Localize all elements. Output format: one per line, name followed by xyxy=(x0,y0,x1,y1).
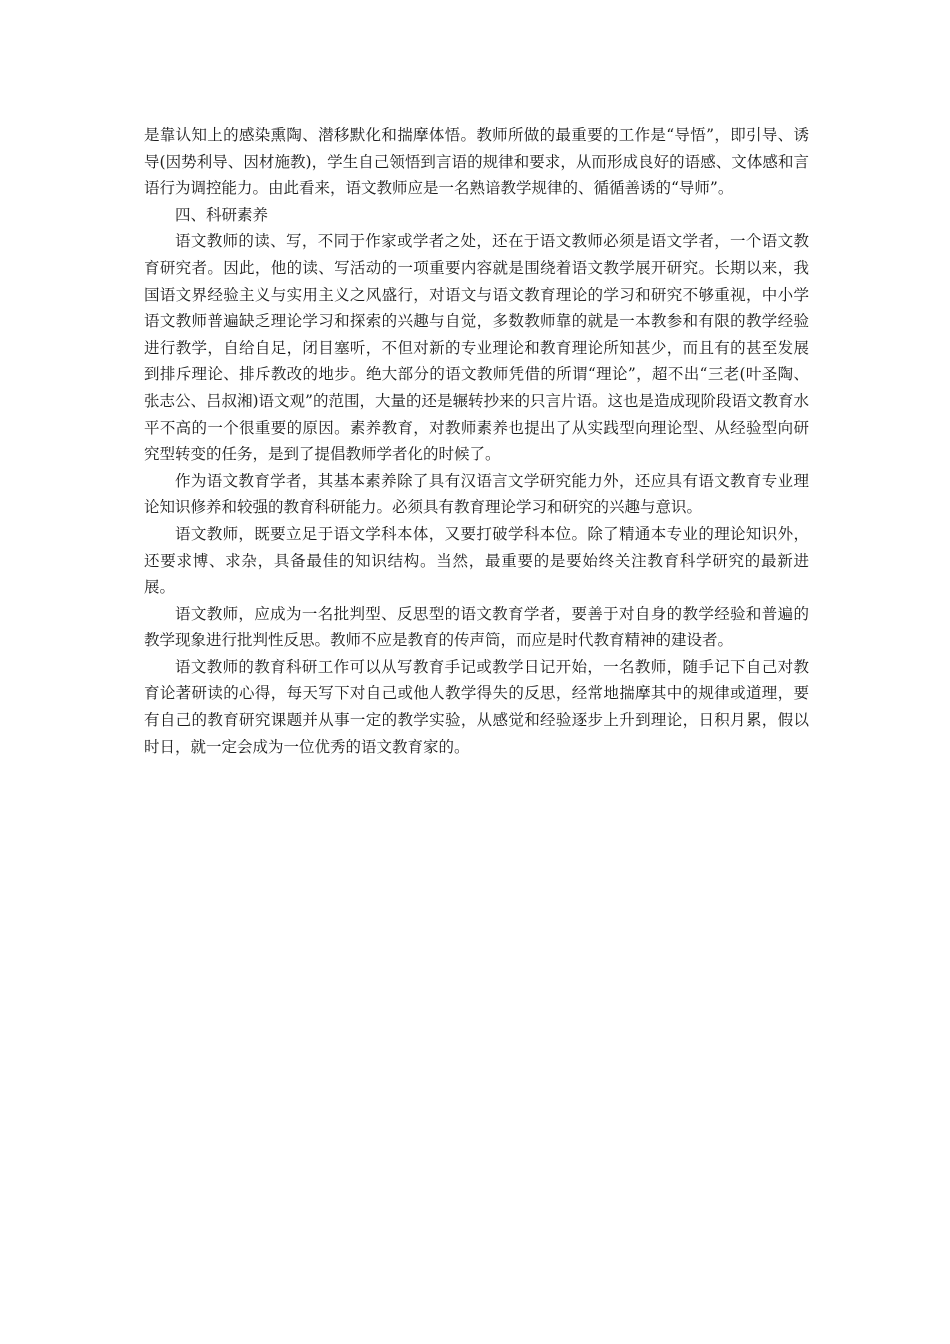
section-heading-research: 四、科研素养 xyxy=(175,205,269,224)
paragraph-research-practice: 语文教师的教育科研工作可以从写教育手记或教学日记开始，一名教师，随手记下自己对教育论著研读的心得，每天写下对自己或他人教学得失的反思，经常地揣摩其中的规律或道理，要有自己的教育研究课题并从事一定的教学实验，从感觉和经验逐步上升到理论，日积月累，假以时日，就一定会成为一位优秀的语文教育家的。 xyxy=(144,657,809,756)
document-body xyxy=(144,122,809,760)
paragraph-teacher-as-researcher: 语文教师的读、写，不同于作家或学者之处，还在于语文教师必须是语文学者，一个语文教育研究者。因此，他的读、写活动的一项重要内容就是围绕着语文教学展开研究。长期以来，我国语文界经验主义与实用主义之风盛行，对语文与语文教育理论的学习和研究不够重视，中小学语文教师普遍缺乏理论学习和探索的兴趣与自觉，多数教师靠的就是一本教参和有限的教学经验进行教学，自给自足，闭目塞听，不但对新的专业理论和教育理论所知甚少，而且有的甚至发展到排斥理论、排斥教改的地步。绝大部分的语文教师凭借的所谓“理论”，超不出“三老(叶圣陶、张志公、吕叔湘)语文观”的范围，大量的还是辗转抄来的只言片语。这也是造成现阶段语文教育水平不高的一个很重要的原因。素养教育，对教师素养也提出了从实践型向理论型、从经验型向研究型转变的任务，是到了提倡教师学者化的时候了。 xyxy=(144,232,809,464)
paragraph-continued: 是靠认知上的感染熏陶、潜移默化和揣摩体悟。教师所做的最重要的工作是“导悟”，即引导、诱导(因势利导、因材施教)，学生自己领悟到言语的规律和要求，从而形成良好的语感、文体感和言语行为调控能力。由此看来，语文教师应是一名熟谙教学规律的、循循善诱的“导师”。 xyxy=(144,126,809,198)
paragraph-reflective-scholar: 语文教师，应成为一名批判型、反思型的语文教育学者，要善于对自身的教学经验和普遍的教学现象进行批判性反思。教师不应是教育的传声筒，而应是时代教育精神的建设者。 xyxy=(144,604,809,650)
paragraph-knowledge-structure: 语文教师，既要立足于语文学科本体，又要打破学科本位。除了精通本专业的理论知识外，还要求博、求杂，具备最佳的知识结构。当然，最重要的是要始终关注教育科学研究的最新进展。 xyxy=(144,524,809,597)
paragraph-basic-qualities: 作为语文教育学者，其基本素养除了具有汉语言文学研究能力外，还应具有语文教育专业理论知识修养和较强的教育科研能力。必须具有教育理论学习和研究的兴趣与意识。 xyxy=(144,471,809,517)
